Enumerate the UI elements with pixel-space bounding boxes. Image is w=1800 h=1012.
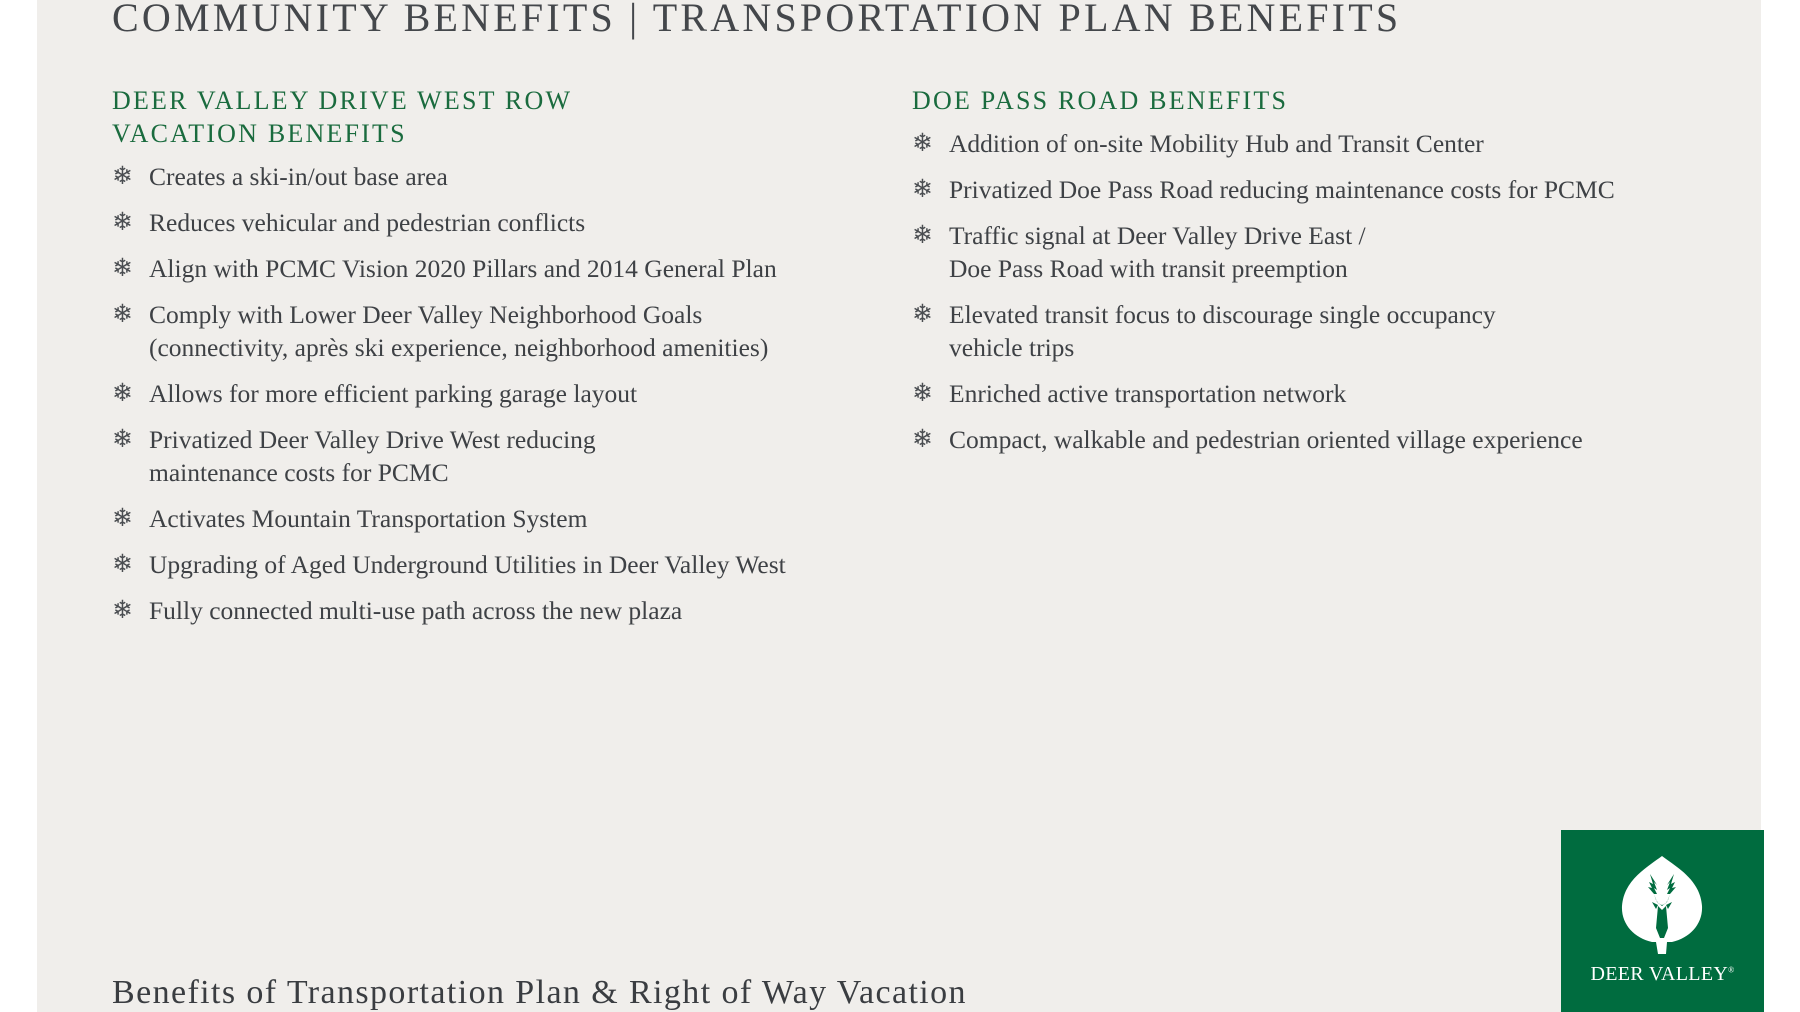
list-item <box>112 502 872 535</box>
list-item <box>112 594 872 627</box>
left-heading-line-1: DEER VALLEY DRIVE WEST ROW <box>112 86 573 115</box>
list-item <box>112 252 872 285</box>
snowflake-icon: ❄ <box>912 301 933 328</box>
item-text: Align with PCMC Vision 2020 Pillars and 2014 General Plan <box>149 254 777 283</box>
item-text-line-2: (connectivity, après ski experience, neighborhood amenities) <box>149 333 769 362</box>
item-text: Traffic signal at Deer Valley Drive East / <box>949 221 1366 250</box>
page-title: COMMUNITY BENEFITS | TRANSPORTATION PLAN BENEFITS <box>112 0 1402 40</box>
left-heading <box>112 84 872 150</box>
list-item <box>112 298 872 364</box>
left-heading-line-2: VACATION BENEFITS <box>112 119 407 148</box>
right-heading: DOE PASS ROAD BENEFITS <box>912 86 1289 115</box>
left-column <box>112 84 872 640</box>
snowflake-icon: ❄ <box>912 130 933 157</box>
snowflake-icon: ❄ <box>112 551 133 578</box>
item-text: Enriched active transportation network <box>949 379 1347 408</box>
list-item <box>912 423 1752 456</box>
item-text-line-2: maintenance costs for PCMC <box>149 458 449 487</box>
snowflake-icon: ❄ <box>112 380 133 407</box>
item-text-line-2: vehicle trips <box>949 333 1075 362</box>
snowflake-icon: ❄ <box>112 505 133 532</box>
list-item <box>912 173 1752 206</box>
snowflake-icon: ❄ <box>112 597 133 624</box>
list-item <box>912 377 1752 410</box>
item-text: Fully connected multi-use path across the new plaza <box>149 596 683 625</box>
logo-text <box>1561 963 1764 986</box>
page <box>37 0 1761 1012</box>
item-text-line-2: Doe Pass Road with transit preemption <box>949 254 1348 283</box>
snowflake-icon: ❄ <box>112 255 133 282</box>
left-benefit-list <box>112 160 872 627</box>
list-item <box>112 206 872 239</box>
item-text: Privatized Doe Pass Road reducing maintenance costs for PCMC <box>949 175 1615 204</box>
snowflake-icon: ❄ <box>912 222 933 249</box>
registered-mark: ® <box>1728 965 1735 975</box>
logo-wordmark: DEER VALLEY <box>1590 963 1729 985</box>
item-text: Upgrading of Aged Underground Utilities in Deer Valley West <box>149 550 786 579</box>
right-benefit-list <box>912 127 1752 456</box>
snowflake-icon: ❄ <box>112 209 133 236</box>
deer-valley-logo <box>1561 830 1764 1012</box>
list-item <box>112 377 872 410</box>
list-item <box>112 423 872 489</box>
item-text: Privatized Deer Valley Drive West reducing <box>149 425 596 454</box>
list-item <box>912 127 1752 160</box>
list-item <box>112 160 872 193</box>
snowflake-icon: ❄ <box>112 163 133 190</box>
right-column <box>912 84 1752 469</box>
item-text: Creates a ski-in/out base area <box>149 162 448 191</box>
list-item <box>112 548 872 581</box>
item-text: Comply with Lower Deer Valley Neighborhood Goals <box>149 300 703 329</box>
snowflake-icon: ❄ <box>112 426 133 453</box>
item-text: Reduces vehicular and pedestrian conflicts <box>149 208 586 237</box>
snowflake-icon: ❄ <box>912 426 933 453</box>
item-text: Compact, walkable and pedestrian oriented village experience <box>949 425 1583 454</box>
list-item <box>912 298 1752 364</box>
snowflake-icon: ❄ <box>912 380 933 407</box>
item-text: Allows for more efficient parking garage layout <box>149 379 638 408</box>
footer-caption: Benefits of Transportation Plan & Right of Way Vacation <box>112 974 967 1011</box>
snowflake-icon: ❄ <box>112 301 133 328</box>
list-item <box>912 219 1752 285</box>
item-text: Addition of on-site Mobility Hub and Transit Center <box>949 129 1484 158</box>
snowflake-icon: ❄ <box>912 176 933 203</box>
item-text: Activates Mountain Transportation System <box>149 504 588 533</box>
deer-leaf-icon <box>1616 854 1708 958</box>
item-text: Elevated transit focus to discourage single occupancy <box>949 300 1496 329</box>
